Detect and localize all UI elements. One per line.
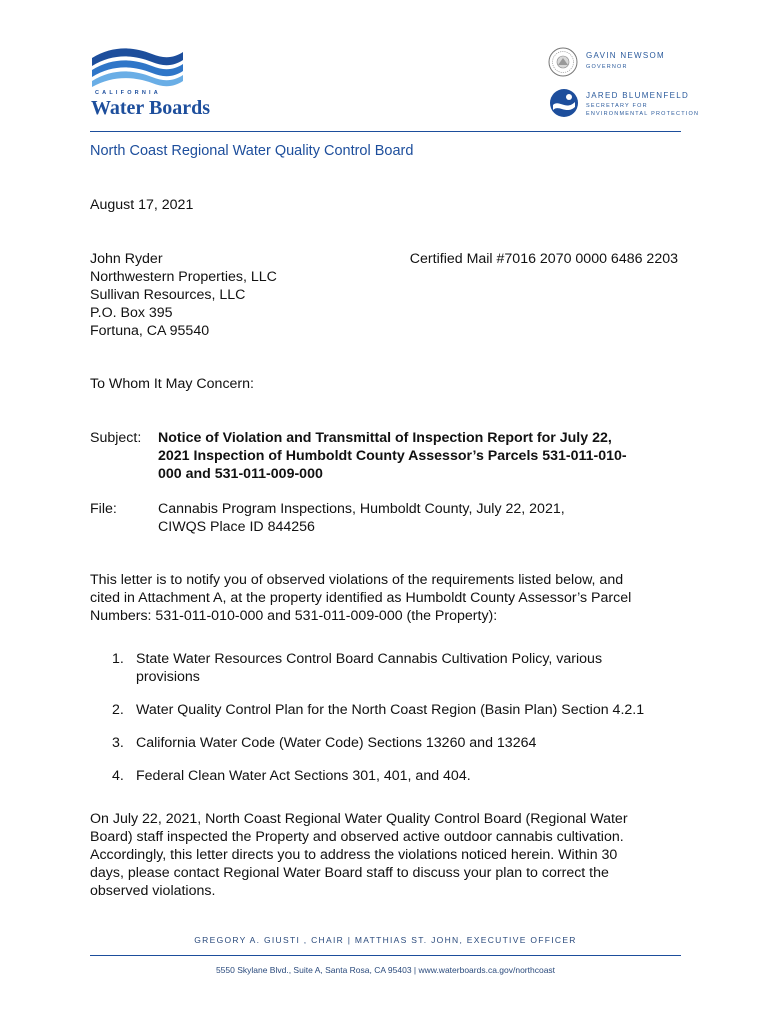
- calepa-logo-icon: [548, 87, 580, 124]
- footer-officers: GREGORY A. GIUSTI , CHAIR | MATTHIAS ST. JOHN, EXECUTIVE OFFICER: [194, 935, 577, 945]
- violation-number: 1.: [112, 651, 124, 667]
- violation-number: 4.: [112, 768, 124, 784]
- intro-line: cited in Attachment A, at the property identified as Humboldt County Assessor’s Parcel: [90, 590, 632, 606]
- violation-item: Federal Clean Water Act Sections 301, 401, and 404.: [136, 768, 471, 784]
- body-line: days, please contact Regional Water Board staff to discuss your plan to correct the: [90, 865, 609, 881]
- governor-name: GAVIN NEWSOM: [586, 51, 666, 60]
- recipient-company-1: Northwestern Properties, LLC: [90, 269, 277, 285]
- violation-number: 2.: [112, 702, 124, 718]
- recipient-city: Fortuna, CA 95540: [90, 323, 210, 339]
- violation-item: Water Quality Control Plan for the North Coast Region (Basin Plan) Section 4.2.1: [136, 702, 645, 718]
- file-label: File:: [90, 501, 117, 517]
- body-line: Accordingly, this letter directs you to address the violations noticed herein. Within 30: [90, 847, 618, 863]
- intro-line: This letter is to notify you of observed violations of the requirements listed below, and: [90, 572, 624, 588]
- recipient-po-box: P.O. Box 395: [90, 305, 173, 321]
- regional-board-name: North Coast Regional Water Quality Control Board: [90, 143, 414, 159]
- violation-item: provisions: [136, 669, 200, 685]
- violation-item: California Water Code (Water Code) Sections 13260 and 13264: [136, 735, 537, 751]
- body-line: observed violations.: [90, 883, 216, 899]
- header-divider: [90, 131, 681, 132]
- logo-agency-name: Water Boards: [91, 97, 211, 119]
- subject-line: 000 and 531-011-009-000: [158, 466, 323, 482]
- letter-date: August 17, 2021: [90, 197, 194, 213]
- state-seal-icon: [548, 47, 578, 82]
- file-line: Cannabis Program Inspections, Humboldt County, July 22, 2021,: [158, 501, 565, 517]
- footer-divider: [90, 955, 681, 956]
- recipient-company-2: Sullivan Resources, LLC: [90, 287, 246, 303]
- footer-address: 5550 Skylane Blvd., Suite A, Santa Rosa, CA 95403 | www.waterboards.ca.gov/northcoast: [215, 965, 556, 975]
- subject-line: 2021 Inspection of Humboldt County Assessor’s Parcels 531-011-010-: [158, 448, 627, 464]
- secretary-title-line2: ENVIRONMENTAL PROTECTION: [586, 111, 700, 117]
- body-line: On July 22, 2021, North Coast Regional Water Quality Control Board (Regional Water: [90, 811, 628, 827]
- body-line: Board) staff inspected the Property and observed active outdoor cannabis cultivation.: [90, 829, 624, 845]
- water-boards-logo-icon: [90, 44, 185, 93]
- governor-title: GOVERNOR: [586, 64, 628, 70]
- secretary-title-line1: SECRETARY FOR: [586, 103, 648, 109]
- secretary-name: JARED BLUMENFELD: [586, 91, 690, 100]
- subject-label: Subject:: [90, 430, 142, 446]
- certified-mail-number: Certified Mail #7016 2070 0000 6486 2203: [409, 251, 678, 267]
- intro-line: Numbers: 531-011-010-000 and 531-011-009-000 (the Property):: [90, 608, 498, 624]
- recipient-name: John Ryder: [90, 251, 163, 267]
- violation-number: 3.: [112, 735, 124, 751]
- salutation: To Whom It May Concern:: [90, 376, 254, 392]
- subject-line: Notice of Violation and Transmittal of Inspection Report for July 22,: [158, 430, 612, 446]
- logo-state-label: CALIFORNIA: [95, 90, 161, 96]
- violation-item: State Water Resources Control Board Cannabis Cultivation Policy, various: [136, 651, 603, 667]
- file-line: CIWQS Place ID 844256: [158, 519, 315, 535]
